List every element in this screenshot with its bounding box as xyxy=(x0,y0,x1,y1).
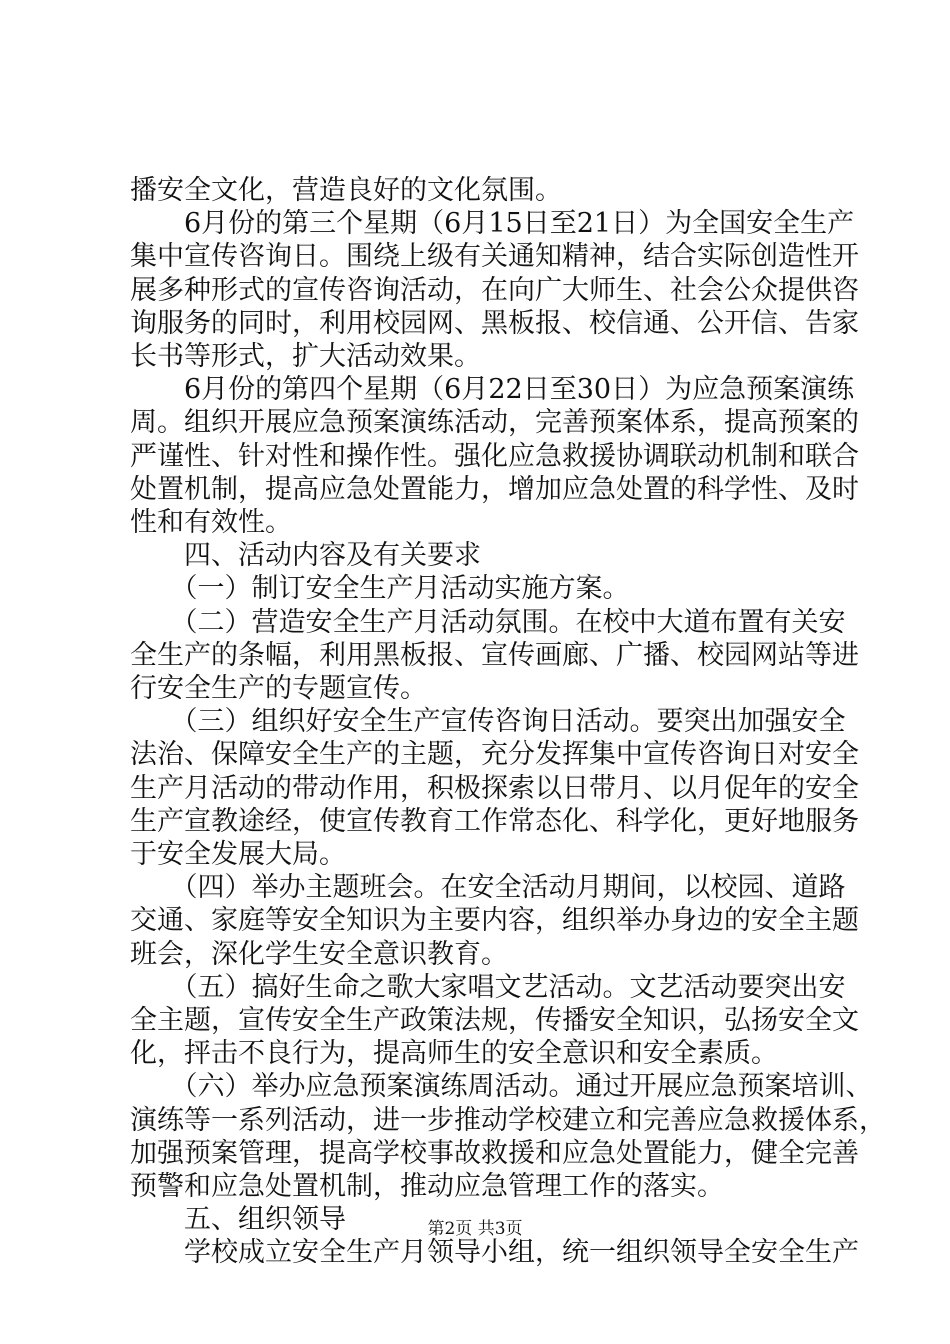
text-line: 处置机制，提高应急处置能力，增加应急处置的科学性、及时 xyxy=(130,474,859,505)
section-heading: 四、活动内容及有关要求 xyxy=(130,540,481,571)
section-heading: 五、组织领导 xyxy=(130,1204,346,1235)
text-line: 周。组织开展应急预案演练活动，完善预案体系，提高预案的 xyxy=(130,407,859,438)
text-line: 长书等形式，扩大活动效果。 xyxy=(130,341,481,372)
text-line: 询服务的同时，利用校园网、黑板报、校信通、公开信、告家 xyxy=(130,308,859,339)
text-line: 展多种形式的宣传咨询活动，在向广大师生、社会公众提供咨 xyxy=(130,275,859,306)
text-line: 播安全文化，营造良好的文化氛围。 xyxy=(130,175,562,206)
text-line: 加强预案管理，提高学校事故救援和应急处置能力，健全完善 xyxy=(130,1138,859,1169)
text-line: 生产月活动的带动作用，积极探索以日带月、以月促年的安全 xyxy=(130,773,859,804)
text-line: 6月份的第三个星期（6月15日至21日）为全国安全生产 xyxy=(130,208,855,239)
text-line: 全主题，宣传安全生产政策法规，传播安全知识，弘扬安全文 xyxy=(130,1005,859,1036)
text-line: 预警和应急处置机制，推动应急管理工作的落实。 xyxy=(130,1171,724,1202)
text-line: 法治、保障安全生产的主题，充分发挥集中宣传咨询日对安全 xyxy=(130,739,859,770)
text-line: 于安全发展大局。 xyxy=(130,839,346,870)
text-line: 生产宣教途经，使宣传教育工作常态化、科学化，更好地服务 xyxy=(130,806,859,837)
text-line: 行安全生产的专题宣传。 xyxy=(130,673,427,704)
text-line: 班会，深化学生安全意识教育。 xyxy=(130,939,508,970)
text-line: （四）举办主题班会。在安全活动月期间，以校园、道路 xyxy=(130,872,846,903)
text-line: 集中宣传咨询日。围绕上级有关通知精神，结合实际创造性开 xyxy=(130,241,859,272)
text-line: 学校成立安全生产月领导小组，统一组织领导全安全生产 xyxy=(130,1237,859,1268)
text-line: （三）组织好安全生产宣传咨询日活动。要突出加强安全 xyxy=(130,706,846,737)
text-line: 6月份的第四个星期（6月22日至30日）为应急预案演练 xyxy=(130,374,855,405)
text-line: （六）举办应急预案演练周活动。通过开展应急预案培训、 xyxy=(130,1071,873,1102)
text-line: 化，抨击不良行为，提高师生的安全意识和安全素质。 xyxy=(130,1038,778,1069)
text-line: 性和有效性。 xyxy=(130,507,292,538)
text-line: 演练等一系列活动，进一步推动学校建立和完善应急救援体系， xyxy=(130,1105,886,1136)
text-line: 交通、家庭等安全知识为主要内容，组织举办身边的安全主题 xyxy=(130,905,859,936)
text-line: （五）搞好生命之歌大家唱文艺活动。文艺活动要突出安 xyxy=(130,972,846,1003)
text-line: 全生产的条幅，利用黑板报、宣传画廊、广播、校园网站等进 xyxy=(130,640,859,671)
page-footer: 第2页 共3页 xyxy=(427,1219,523,1239)
text-line: 严谨性、针对性和操作性。强化应急救援协调联动机制和联合 xyxy=(130,441,859,472)
text-line: （二）营造安全生产月活动氛围。在校中大道布置有关安 xyxy=(130,607,846,638)
text-line: （一）制订安全生产月活动实施方案。 xyxy=(130,573,630,604)
